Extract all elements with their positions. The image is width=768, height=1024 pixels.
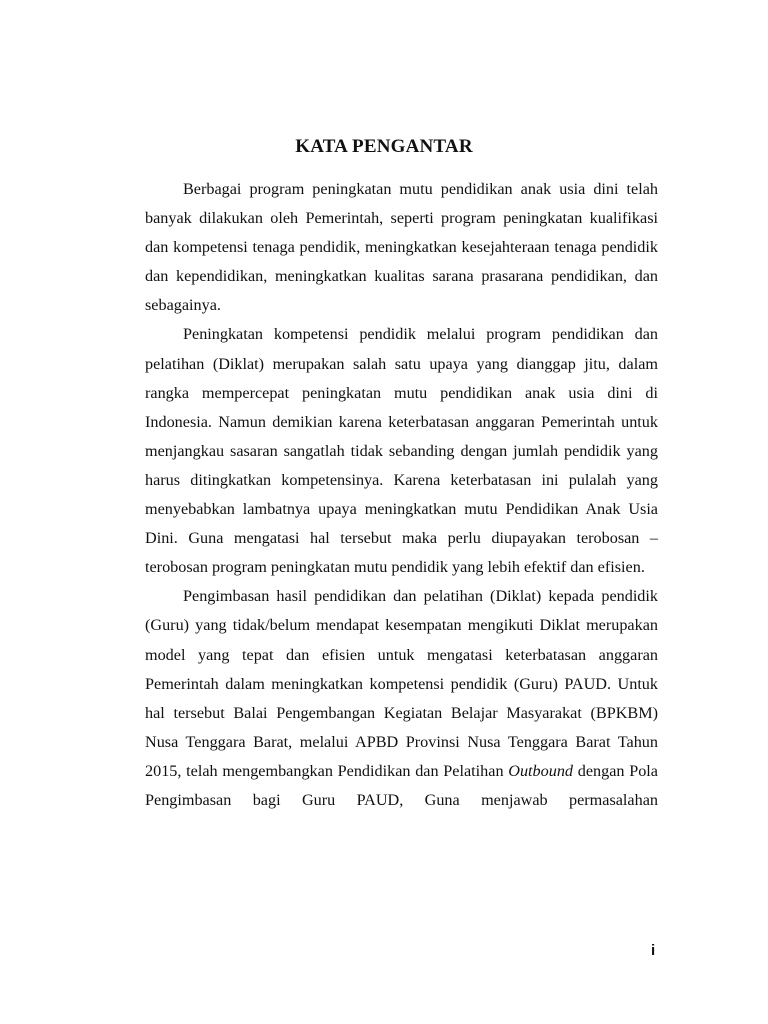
paragraph-3-emphasis: Outbound bbox=[508, 761, 574, 780]
paragraph-2: Peningkatan kompetensi pendidik melalui program pendidikan dan pelatihan (Diklat) merupakan salah satu upaya yang dianggap jitu, dalam rangka mempercepat peningkatan mutu pendidikan anak usia dini di Indonesia. Namun demikian karena keterbatasan anggaran Pemerintah untuk menjangkau sasaran sangatlah tidak sebanding dengan jumlah pendidik yang harus ditingkatkan kompetensinya. Karena keterbatasan ini pulalah yang menyebabkan lambatnya upaya meningkatkan mutu Pendidikan Anak Usia Dini. Guna mengatasi hal tersebut maka perlu diupayakan terobosan – terobosan program peningkatan mutu pendidik yang lebih efektif dan efisien. bbox=[145, 325, 658, 577]
paragraph-3 bbox=[145, 582, 658, 815]
document-body bbox=[145, 175, 658, 815]
page-number: i bbox=[651, 942, 656, 959]
paragraph-3-text-after: dengan Pola Pengimbasan bagi Guru PAUD, Guna menjawab permasalahan bbox=[145, 761, 658, 809]
paragraph-1: Berbagai program peningkatan mutu pendidikan anak usia dini telah banyak dilakukan oleh Pemerintah, seperti program peningkatan kualifikasi dan kompetensi tenaga pendidik, meningkatkan kesejahteraan tenaga pendidik dan kependidikan, meningkatkan kualitas sarana prasarana pendidikan, dan sebagainya. bbox=[145, 180, 658, 315]
paragraph-3-text-before: Pengimbasan hasil pendidikan dan pelatihan (Diklat) kepada pendidik (Guru) yang tidak/belum mendapat kesempatan mengikuti Diklat merupakan model yang tepat dan efisien untuk mengatasi keterbatasan anggaran Pemerintah dalam meningkatkan kompetensi pendidik (Guru) PAUD. Untuk hal tersebut Balai Pengembangan Kegiatan Belajar Masyarakat (BPKBM) Nusa Tenggara Barat, melalui APBD Provinsi Nusa Tenggara Barat Tahun 2015, telah mengembangkan Pendidikan dan Pelatihan bbox=[145, 587, 658, 780]
page-title: KATA PENGANTAR bbox=[295, 136, 473, 157]
